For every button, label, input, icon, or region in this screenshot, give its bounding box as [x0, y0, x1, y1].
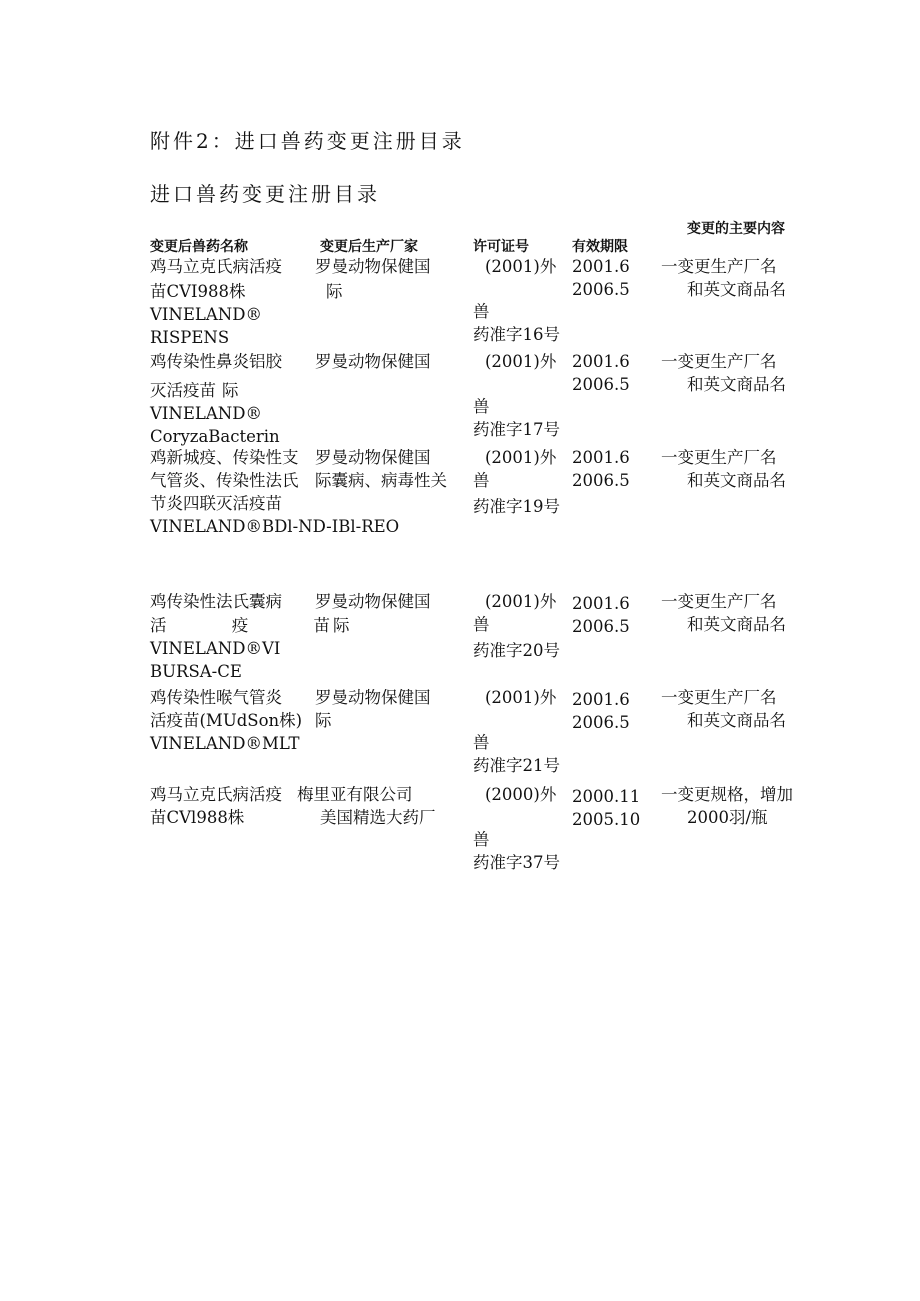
drug-name-spread-line: 活 疫 苗 [150, 616, 330, 635]
manufacturer-continuation: 际 [315, 711, 332, 730]
manufacturer-continuation: 际 [222, 381, 239, 400]
manufacturer: 罗曼动物保健国 [315, 592, 431, 611]
license-number: (2001)外 兽 药准字21号 [473, 688, 560, 775]
validity-period: 2001.6 2006.5 [572, 448, 630, 490]
manufacturer-continuation: 际 [333, 616, 350, 635]
drug-name: 鸡新城疫、传染性支 气管炎、传染性法氏 节炎四联灭活疫苗 VINELAND®BDl-ND-IBl-REO [150, 448, 400, 536]
manufacturer-continuation: 美国精选大药厂 [320, 808, 436, 827]
validity-period: 2001.6 2006.5 [572, 257, 630, 299]
change-content: 一变更生产厂名 和英文商品名 [661, 448, 786, 490]
manufacturer: 梅里亚有限公司 [297, 785, 413, 804]
drug-name: 鸡传染性法氏囊病 活 疫 苗 VINELAND®VI BURSA-CE [150, 592, 330, 681]
license-number: (2001)外 兽 药准字19号 [473, 448, 560, 516]
change-content: 一变更生产厂名 和英文商品名 [661, 592, 786, 634]
column-header-manufacturer: 变更后生产厂家 [320, 239, 418, 255]
drug-name: 鸡传染性喉气管炎 活疫苗(MUdSon株) VINELAND®MLT [150, 688, 303, 753]
license-number: (2001)外 兽 药准字16号 [473, 257, 560, 344]
change-content: 一变更生产厂名 和英文商品名 [661, 257, 786, 299]
change-content: 一变更生产厂名 和英文商品名 [661, 688, 786, 730]
manufacturer: 罗曼动物保健国 [315, 352, 431, 371]
validity-period: 2001.6 2006.5 [572, 594, 630, 636]
drug-name: 鸡马立克氏病活疫 苗CVl988株 [150, 785, 282, 827]
change-content: 一变更生产厂名 和英文商品名 [661, 352, 786, 394]
document-heading: 附件2：进口兽药变更注册目录 [150, 129, 465, 153]
drug-name: 鸡传染性鼻炎铝胶 灭活疫苗 VINELAND® CoryzaBacterin [150, 352, 282, 446]
column-header-license: 许可证号 [473, 239, 529, 255]
column-header-changes: 变更的主要内容 [687, 221, 785, 237]
manufacturer-continuation: 际囊病、病毒性关 [315, 471, 447, 490]
manufacturer: 罗曼动物保健国 [315, 448, 431, 467]
license-number: (2001)外 兽 药准字20号 [473, 592, 560, 660]
change-content: 一变更规格，增加 2000羽/瓶 [661, 785, 793, 827]
drug-name: 鸡马立克氏病活疫 苗CVI988株 VINELAND® RISPENS [150, 257, 282, 347]
validity-period: 2001.6 2006.5 [572, 690, 630, 732]
manufacturer: 罗曼动物保健国 [315, 688, 431, 707]
table-title: 进口兽药变更注册目录 [150, 182, 380, 206]
validity-period: 2001.6 2006.5 [572, 352, 630, 394]
column-header-name: 变更后兽药名称 [150, 239, 248, 255]
column-header-validity: 有效期限 [572, 239, 628, 255]
license-number: (2000)外 兽 药准字37号 [473, 785, 560, 872]
manufacturer: 罗曼动物保健国 际 [315, 257, 431, 301]
license-number: (2001)外 兽 药准字17号 [473, 352, 560, 439]
validity-period: 2000.11 2005.10 [572, 787, 641, 829]
